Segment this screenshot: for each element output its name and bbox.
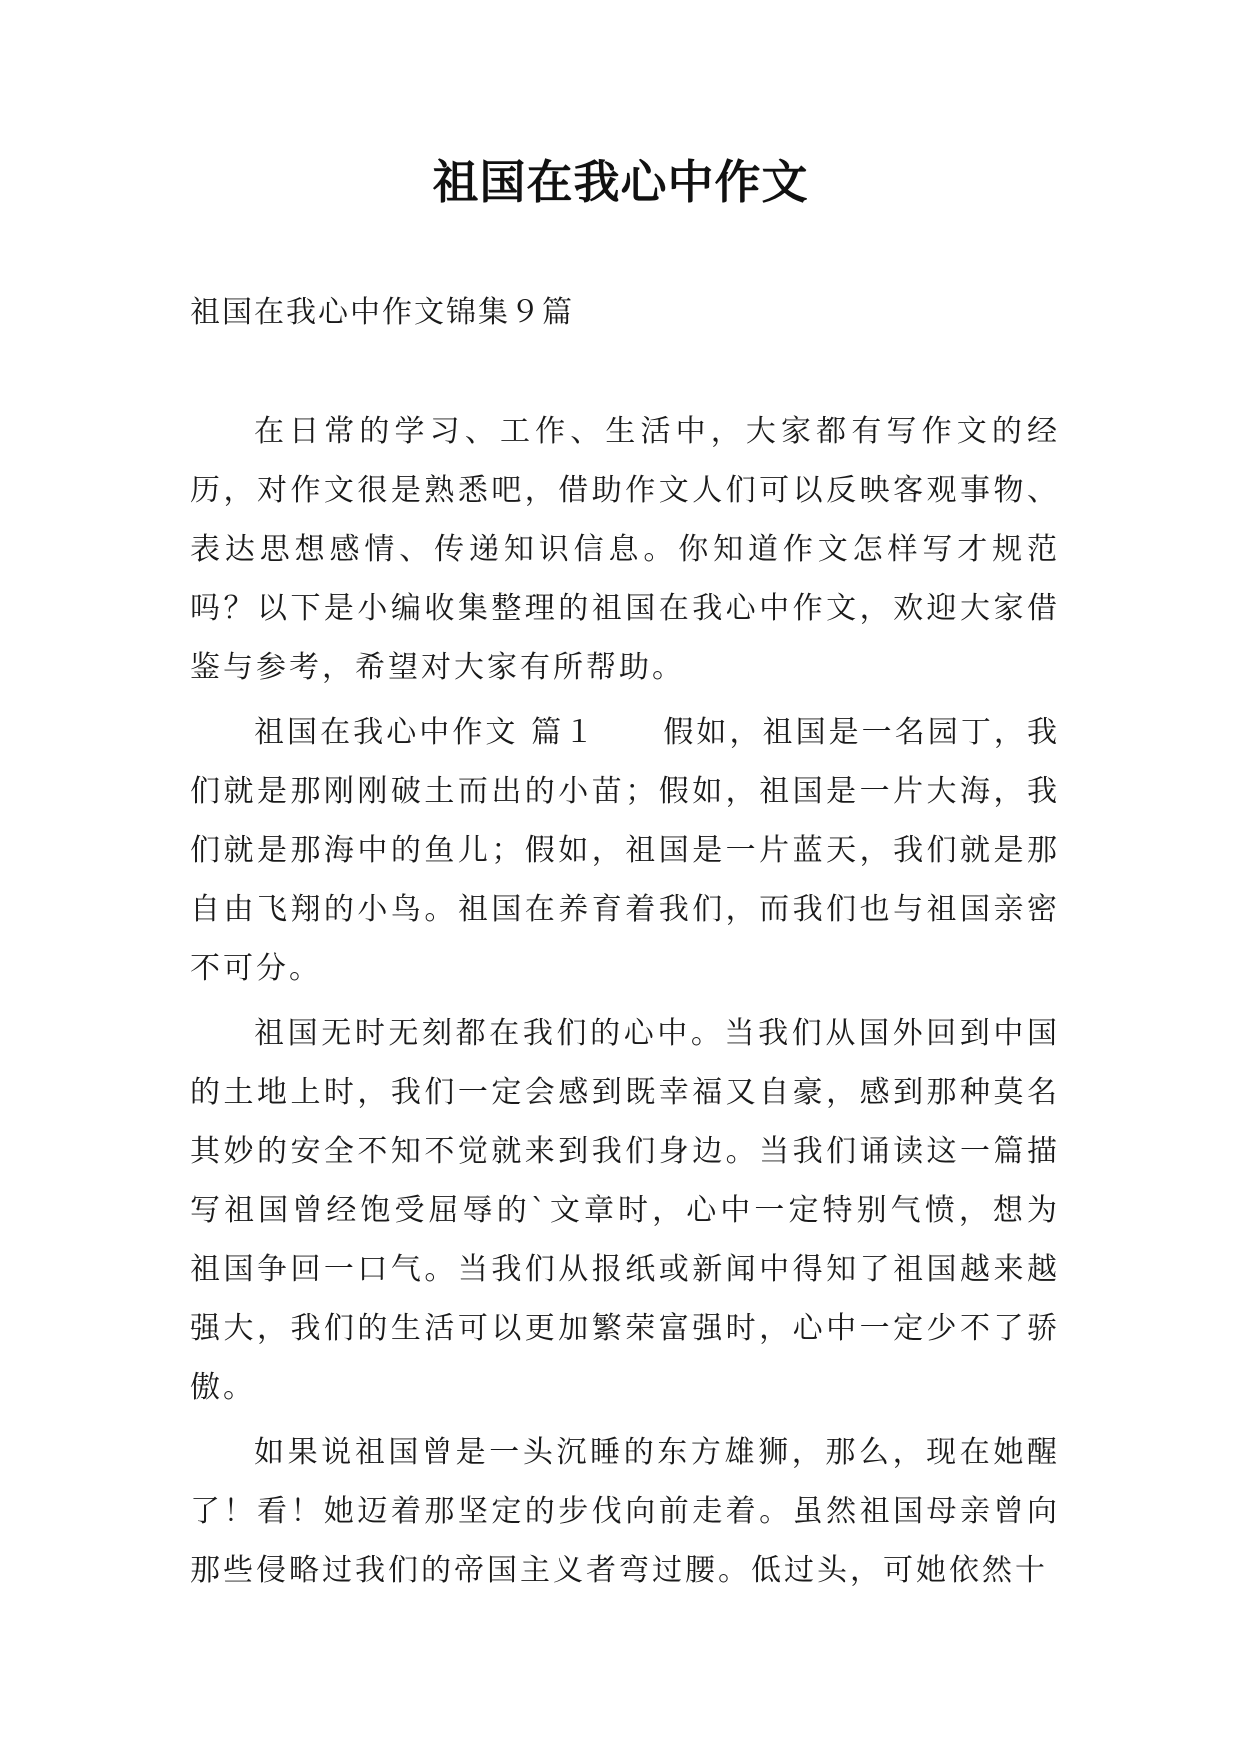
essay-heading: 祖国在我心中作文 篇１ [254,715,598,750]
paragraph-essay-1 [190,703,1060,998]
paragraph-text: 假如，祖国是一名园丁，我们就是那刚刚破土而出的小苗；假如，祖国是一片大海，我们就是那海中的鱼儿；假如，祖国是一片蓝天，我们就是那自由飞翔的小鸟。祖国在养育着我们，而我们也与祖国亲密不可分。 [190,715,1060,986]
document-title: 祖国在我心中作文 [432,155,809,209]
paragraph-body-3 [190,1423,1060,1600]
document-body [190,402,1060,1600]
paragraph-text: 如果说祖国曾是一头沉睡的东方雄狮，那么，现在她醒了！看！她迈着那坚定的步伐向前走着。虽然祖国母亲曾向那些侵略过我们的帝国主义者弯过腰。低过头，可她依然十 [190,1435,1060,1588]
paragraph-intro [190,402,1060,697]
paragraph-text: 祖国无时无刻都在我们的心中。当我们从国外回到中国的土地上时，我们一定会感到既幸福又自豪，感到那种莫名其妙的安全不知不觉就来到我们身边。当我们诵读这一篇描写祖国曾经饱受屈辱的`文章时，心中一定特别气愤，想为祖国争回一口气。当我们从报纸或新闻中得知了祖国越来越强大，我们的生活可以更加繁荣富强时，心中一定少不了骄傲。 [190,1016,1060,1405]
document-subtitle: 祖国在我心中作文锦集９篇 [190,295,574,330]
paragraph-text: 在日常的学习、工作、生活中，大家都有写作文的经历，对作文很是熟悉吧，借助作文人们可以反映客观事物、表达思想感情、传递知识信息。你知道作文怎样写才规范吗？以下是小编收集整理的祖国在我心中作文，欢迎大家借鉴与参考，希望对大家有所帮助。 [190,414,1060,685]
paragraph-body-2 [190,1004,1060,1417]
